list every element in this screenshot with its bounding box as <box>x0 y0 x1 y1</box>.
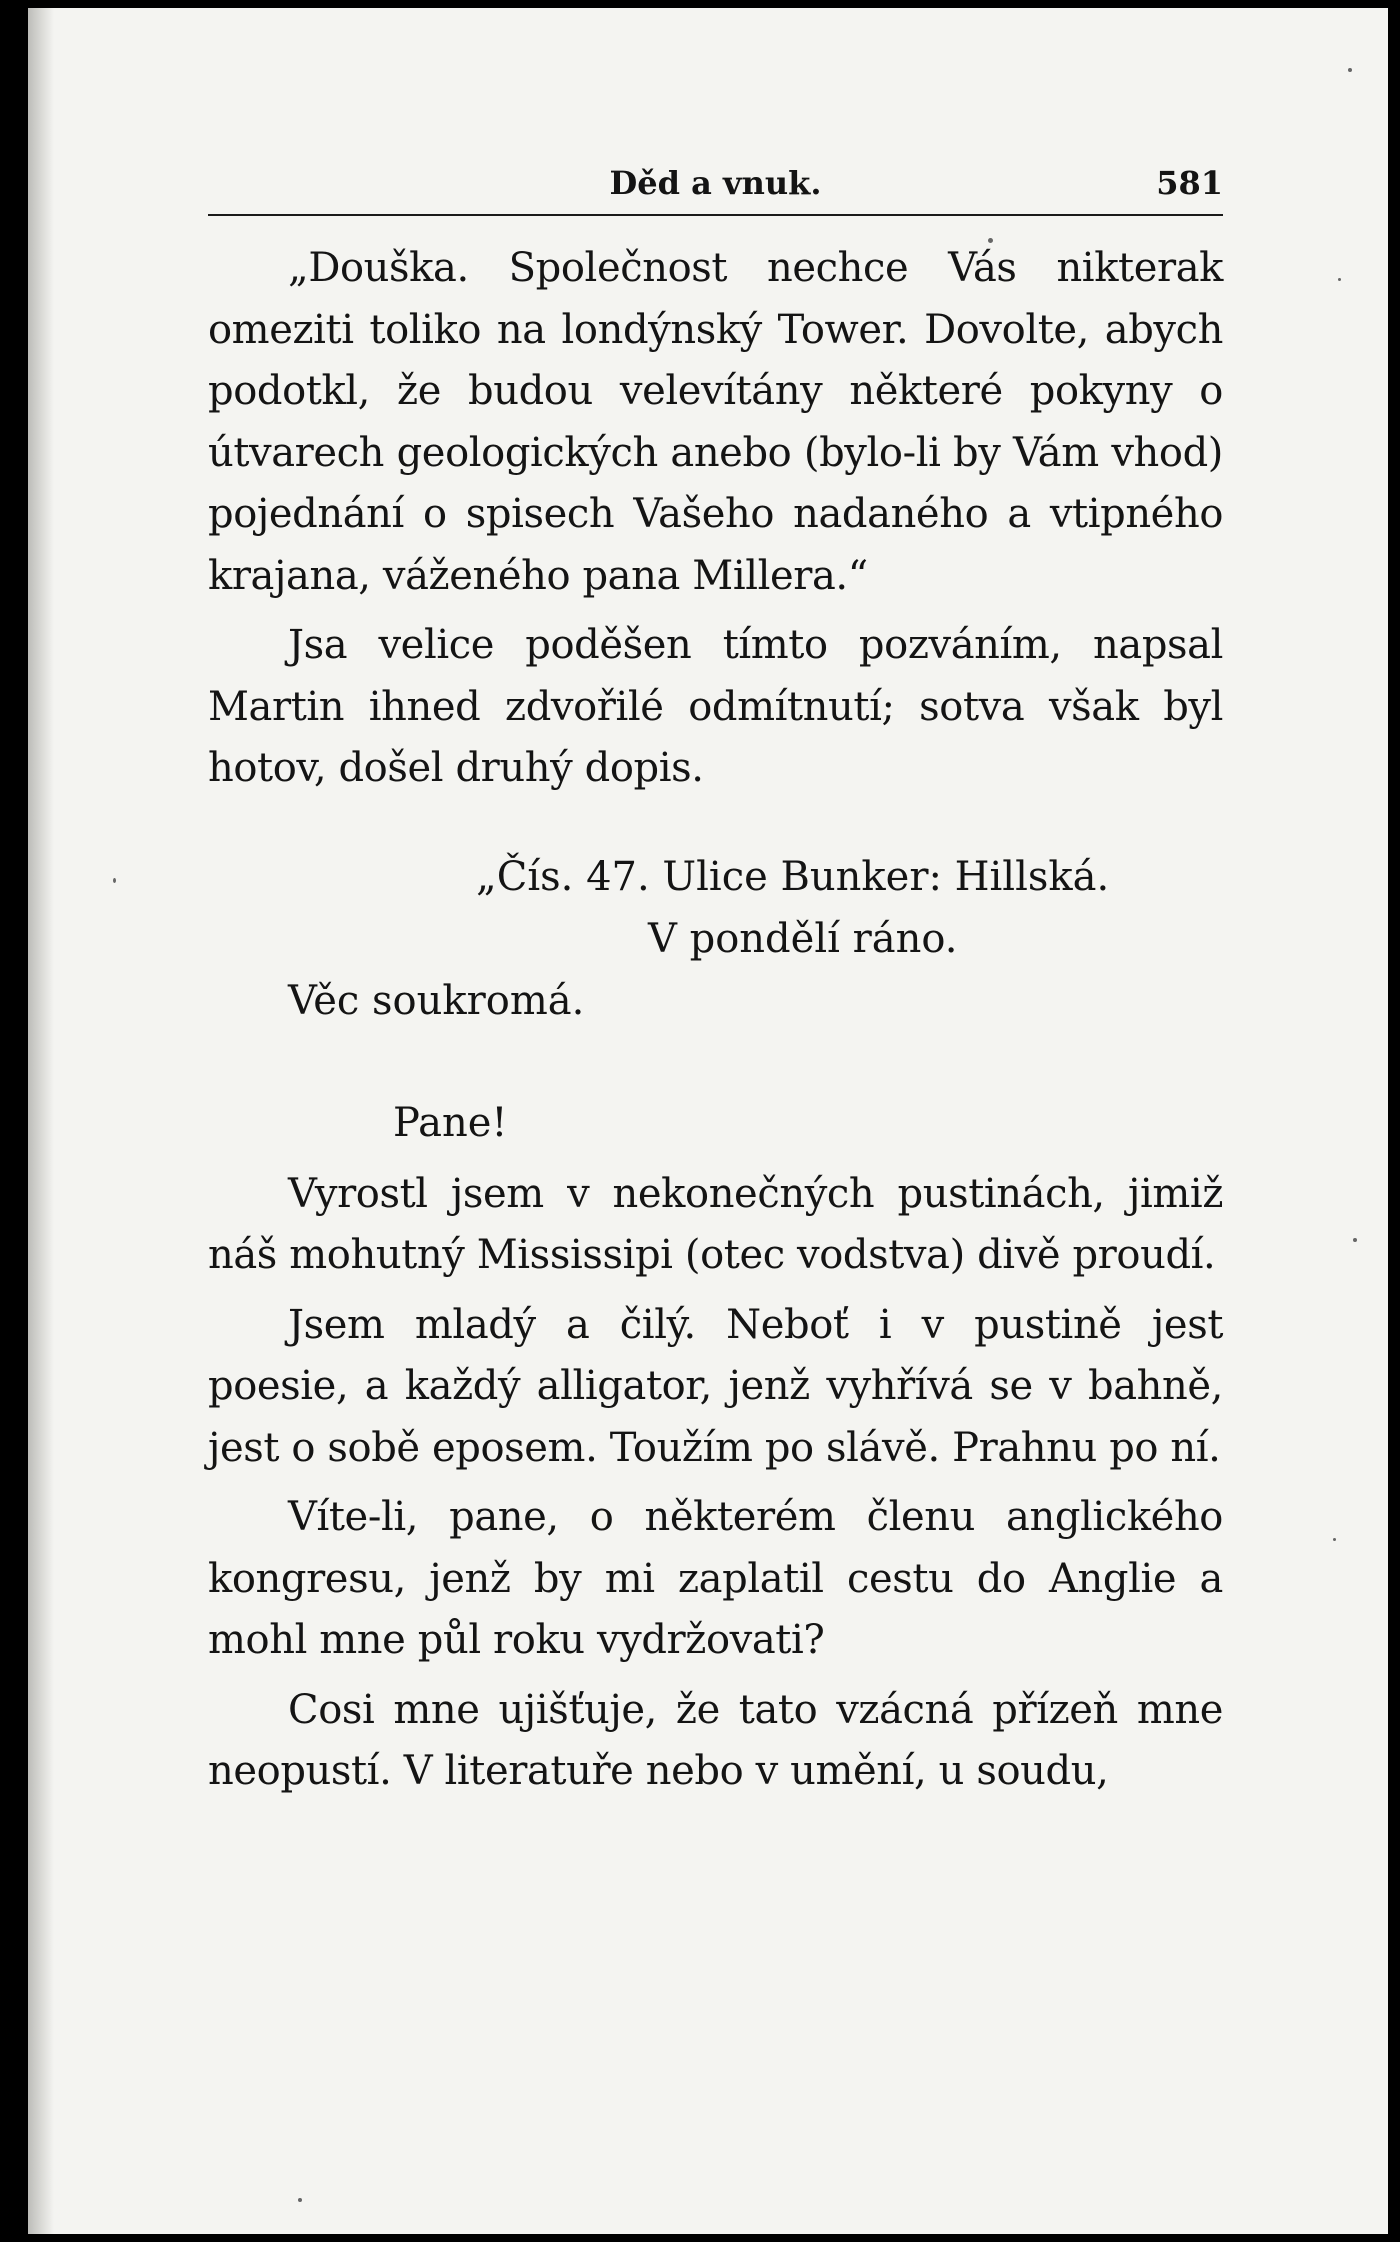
paragraph-letter-2: Jsem mladý a čilý. Neboť i v pustině jest poesie, a každý alligator, jenž vyhřívá se v bahně, jest o sobě eposem. Toužím po slávě. Prahnu po ní. <box>208 1301 1223 1471</box>
page-spine-shadow <box>28 8 54 2234</box>
letter-date: V pondělí ráno. <box>648 915 958 962</box>
paper-speck <box>1338 278 1341 281</box>
paragraph-letter-4: Cosi mne ujišťuje, že tato vzácná přízeň mne neopustí. V literatuře nebo v umění, u soudu, <box>208 1686 1223 1794</box>
running-header <box>208 158 1223 216</box>
paragraph-postscript: „Douška. Společnost nechce Vás nikterak omeziti toliko na londýnský Tower. Dovolte, abych podotkl, že budou velevítány některé pokyny o útvarech geologických anebo (bylo-li by Vám vhod) pojednání o spisech Vašeho nadaného a vtipného krajana, váženého pana Millera.“ <box>208 245 1223 599</box>
paper-speck <box>298 2198 302 2202</box>
paragraph-letter-3: Víte-li, pane, o některém členu anglického kongresu, jenž by mi zaplatil cestu do Anglie a mohl mne půl roku vydržovati? <box>208 1494 1223 1663</box>
page-content <box>208 158 1223 1803</box>
paper-speck <box>113 878 116 883</box>
page-number: 581 <box>1156 164 1223 202</box>
paragraph-refusal: Jsa velice poděšen tímto pozváním, napsal Martin ihned zdvořilé odmítnutí; sotva však byl hotov, došel druhý dopis. <box>208 622 1223 791</box>
letter-salutation: Pane! <box>393 1099 508 1146</box>
book-page <box>28 8 1388 2234</box>
letter-private-note: Věc soukromá. <box>288 977 585 1024</box>
paper-speck <box>1353 1238 1357 1242</box>
letter-address: „Čís. 47. Ulice Bunker: Hillská. <box>476 853 1110 900</box>
running-title: Děd a vnuk. <box>609 164 822 202</box>
paragraph-letter-1: Vyrostl jsem v nekonečných pustinách, jimiž náš mohutný Mississipi (otec vodstva) divě proudí. <box>208 1170 1223 1278</box>
paper-speck <box>1333 1538 1336 1541</box>
paper-speck <box>1348 68 1352 72</box>
